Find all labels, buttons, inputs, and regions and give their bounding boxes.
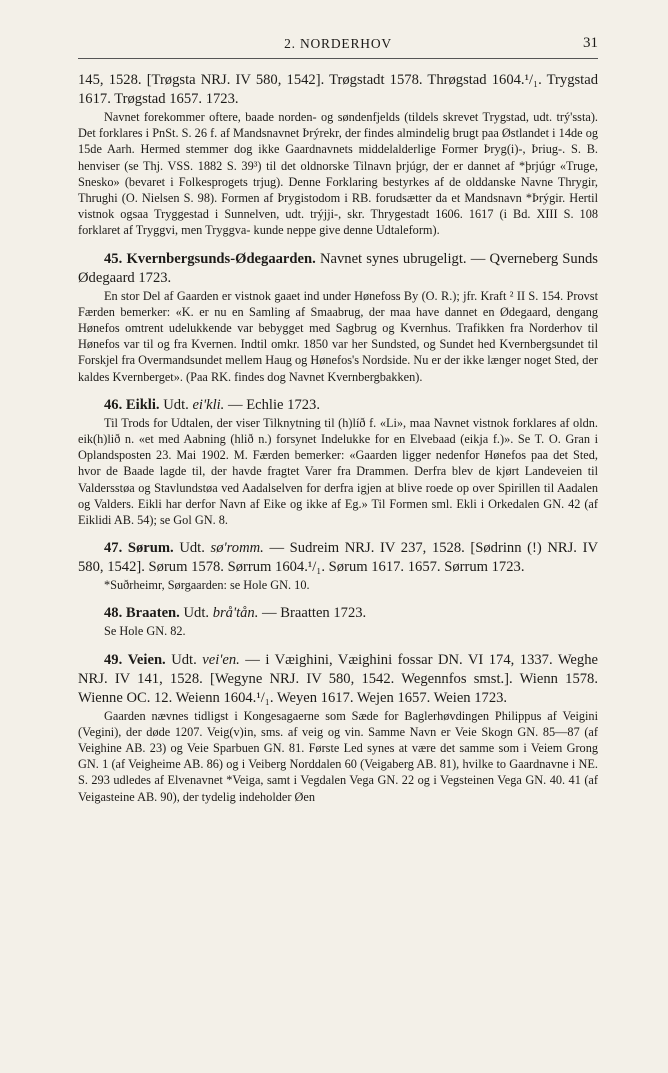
continued-forms: 145, 1528. [Trøgsta NRJ. IV 580, 1542]. Trøgstadt 1578. Thrøgstad 1604.¹/₁. Trygstad 1617. Trøgstad 1657. 1723.: [78, 72, 598, 107]
header-rule: [78, 58, 598, 59]
pronunciation-label: Udt.: [183, 605, 210, 622]
entry-number: 48.: [104, 605, 123, 622]
recorded-forms: — Sudreim NRJ. IV 237, 1528. [Sødrinn (!) NRJ. IV 580, 1542]. Sørum 1578. Sørrum 1604.¹/₁. Sørum 1617. 1657. Sørrum 1723.: [78, 540, 598, 576]
entry-47-heading: [78, 539, 598, 577]
farm-name: Braaten.: [125, 605, 180, 622]
pronunciation-label: Udt.: [163, 396, 189, 413]
entry-49-heading: [78, 651, 598, 708]
farm-name: Eikli.: [125, 396, 160, 413]
pronunciation: ei'kli.: [192, 396, 225, 413]
entry-number: 49.: [104, 651, 123, 668]
pronunciation: sø'romm.: [210, 540, 264, 557]
pronunciation-label: Udt.: [179, 540, 205, 557]
continued-comment: Navnet forekommer oftere, baade norden- og søndenfjelds (tildels skrevet Trygstad, udt. trý'ssta). Det forklares i PnSt. S. 26 f. af Mandsnavnet Þrýrekr, der findes almindelig brugt paa Østlandet i 14de og 15de Aarh. Hermed stemmer dog ikke Gaardnavnets middelalderlige Former Þryg(i)-, Þriug-. S. B. henviser (se Thj. VSS. 1882 S. 39³) til det oldnorske Tilnavn þrjúgr, der er dannet af *þrjúgr «Truge, Snesko» (bevaret i Folkesprogets trjug). Denne Forklaring bestyrkes af de olddanske Navne Thrygir, Thrughi (O. Nielsen S. 98). Formen af Þrygistodom i RB. forudsætter da et Mandsnavn *Þrýgir. Hertil vistnok ogsaa Tryggestad i Sunnelven, udt. trýjji-, skr. Thrygestadt 1606. 1617 (i Bd. XIII S. 108 forklaret af Tryggvi, men Tryggva- kunde neppe give denne Udtaleform).: [78, 110, 598, 238]
entry-number: 47.: [104, 540, 123, 557]
entry-45-comment: En stor Del af Gaarden er vistnok gaaet ind under Hønefoss By (O. R.); jfr. Kraft ² II S. 154. Provst Færden bemerker: «K. er nu en Samling af Smaabrug, der maa have dannet en Ødegaard, dengang Hønefos omtrent udelukkende var bebygget med Sagbrug og Kvernhus. Trafikken fra Norderhov til Hønefos var til og fra Kvernen. Indtil omkr. 1850 var her Sundsted, og Sundet hed Kvernbergsundet til Forskjel fra Overmandsundet mellem Haug og Hønefos's Nordside. Nu er der ikke længer noget Sted, der kaldes Kvernberget». (Paa RK. findes dog Navnet Kvernbergbakken).: [78, 288, 598, 384]
recorded-forms: — Echlie 1723.: [227, 396, 320, 413]
entry-number: 46.: [104, 396, 123, 413]
pronunciation-label: Udt.: [171, 651, 197, 668]
entry-48-heading: [78, 604, 598, 623]
entry-47-comment: *Suðrheimr, Sørgaarden: se Hole GN. 10.: [104, 578, 310, 593]
farm-name: Kvernbergsunds-Ødegaarden.: [126, 250, 316, 267]
running-header: [78, 36, 598, 58]
chapter-title: 2. NORDERHOV: [284, 36, 392, 51]
recorded-forms: Navnet synes ubrugeligt. — Qverneberg Sunds Ødegaard 1723.: [78, 250, 598, 286]
farm-name: Veien.: [127, 651, 166, 668]
entry-48-comment: Se Hole GN. 82.: [104, 624, 186, 639]
recorded-forms: — i Væighini, Væighini fossar DN. VI 174, 1337. Weghe NRJ. IV 141, 1528. [Wegyne NRJ. IV 580, 1542. Wegennfos smst.]. Wienn 1578. Wienne OC. 12. Weienn 1604.¹/₁. Weyen 1617. Wejen 1657. Weien 1723.: [78, 651, 598, 706]
entry-46-heading: [78, 396, 598, 415]
pronunciation: vei'en.: [202, 651, 240, 668]
farm-name: Sørum.: [127, 540, 174, 557]
recorded-forms: — Braatten 1723.: [262, 605, 367, 622]
page-number: 31: [583, 35, 598, 51]
entry-number: 45.: [104, 250, 123, 267]
page-content: [78, 71, 598, 805]
entry-49-comment: Gaarden nævnes tidligst i Kongesagaerne som Sæde for Baglerhøvdingen Philippus af Veigini (Vegini), der døde 1207. Veig(v)in, sms. af veig og vin. Samme Navn er Veie Skogn GN. 85—87 (af Veighine AB. 23) og Veie Sparbuen GN. 81. Første Led synes at være det samme som i Veiem Grong GN. 1 (af Veigheime AB. 86) og i Veiberg Norddalen 60 (Veigaberg AB. 81), hvilke to Gaardnavne i NE. S. 293 udledes af Elvenavnet *Veiga, samt i Vegdalen Vega GN. 22 og i Vegsteinen Vega GN. 40. 41 (af Veigasteine AB. 90), der tydelig indeholder Øen: [78, 708, 598, 804]
pronunciation: brå'tån.: [212, 605, 259, 622]
entry-45-heading: [78, 250, 598, 288]
entry-46-comment: Til Trods for Udtalen, der viser Tilknytning til (h)líð f. «Li», maa Navnet vistnok forklares af oldn. eik(h)lið n. «et med Aabning (hlið n.) forsynet Indelukke for en Elvebaad (eikja f.)». Se T. O. Gran i Oplandsposten 23. Mai 1902. M. Færden bemerker: «Gaarden ligger nedenfor Hønefos paa det Sted, hvor de Baade lagde til, der havde fragtet Varer fra Drammen. Derfra blev de kjørt Landeveien til Valdersstøa og Stavlundstøa ved Aadalselven for derfra igjen at blive roede op over Spirillen til Aadalen og Valders. Eikli har derfor Navn af Eike og ikke af Eg.» Til Formen sml. Ekli i Orkedalen GN. 42 (af Eiklidi AB. 54); se Gol GN. 8.: [78, 415, 598, 528]
